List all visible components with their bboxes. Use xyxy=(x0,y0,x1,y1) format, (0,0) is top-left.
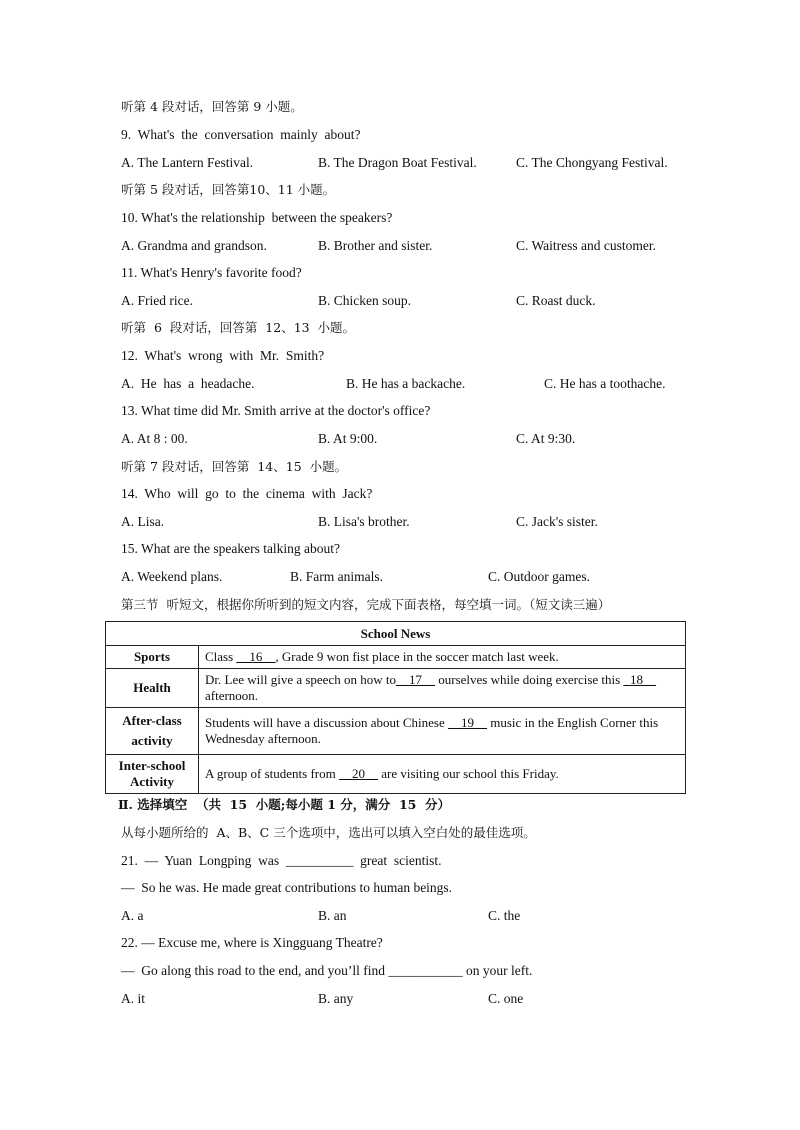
question-15-option-c: C. Outdoor games. xyxy=(488,569,590,584)
question-12-option-b: B. He has a backache. xyxy=(346,376,466,391)
question-10-option-a: A. Grandma and grandson. xyxy=(121,238,267,253)
question-12-option-c: C. He has a toothache. xyxy=(544,376,666,391)
question-21-stem: 21. — Yuan Longping was __________ great scientist. xyxy=(121,853,442,868)
question-13-stem: 13. What time did Mr. Smith arrive at the doctor's office? xyxy=(121,403,431,418)
question-15-option-a: A. Weekend plans. xyxy=(121,569,223,584)
question-21-option-b: B. an xyxy=(318,908,347,923)
question-22-option-b: B. any xyxy=(318,991,354,1006)
table-row-health xyxy=(106,669,686,708)
row-category: After-class activity xyxy=(106,708,199,755)
row-content: A group of students from __20__ are visiting our school this Friday. xyxy=(199,755,686,794)
question-10-option-b: B. Brother and sister. xyxy=(318,238,433,253)
question-14-option-a: A. Lisa. xyxy=(121,514,165,529)
question-10-stem: 10. What's the relationship between the speakers? xyxy=(121,210,393,225)
blank-16: __16__ xyxy=(236,649,276,664)
question-9-option-c: C. The Chongyang Festival. xyxy=(516,155,668,170)
question-13-option-c: C. At 9:30. xyxy=(516,431,576,446)
table-row-sports xyxy=(106,646,686,669)
question-22-stem: 22. — Excuse me, where is Xingguang Theatre? xyxy=(121,935,383,950)
question-14-option-c: C. Jack's sister. xyxy=(516,514,598,529)
row-content: Class __16__, Grade 9 won fist place in the soccer match last week. xyxy=(199,646,686,669)
blank-20: __20__ xyxy=(338,766,378,781)
question-21-option-c: C. the xyxy=(488,908,521,923)
question-22-reply: — Go along this road to the end, and you’ll find ___________ on your left. xyxy=(121,963,533,978)
dialogue-4-instruction: 听第 4 段对话，回答第 9 小题。 xyxy=(121,99,303,114)
table-row-inter-school xyxy=(106,755,686,794)
question-14-option-b: B. Lisa's brother. xyxy=(318,514,410,529)
question-11-option-b: B. Chicken soup. xyxy=(318,293,411,308)
part-2-instruction: 从每小题所给的 A、B、C 三个选项中，选出可以填入空白处的最佳选项。 xyxy=(121,825,536,840)
blank-17: __17__ xyxy=(395,672,435,687)
table-row-after-class xyxy=(106,708,686,755)
row-content: Dr. Lee will give a speech on how to__17__ ourselves while doing exercise this _18__ afternoon. xyxy=(199,669,686,708)
dialogue-6-instruction: 听第 6 段对话，回答第 12、13 小题。 xyxy=(121,320,356,335)
question-11-stem: 11. What's Henry's favorite food? xyxy=(121,265,302,280)
dialogue-5-instruction: 听第 5 段对话，回答第10、11 小题。 xyxy=(121,182,336,197)
blank-19: __19__ xyxy=(448,715,488,730)
table-title: School News xyxy=(106,622,686,646)
question-9-stem: 9. What's the conversation mainly about? xyxy=(121,127,361,142)
question-11-option-a: A. Fried rice. xyxy=(121,293,193,308)
row-category: Inter-school Activity xyxy=(106,755,199,794)
question-21-option-a: A. a xyxy=(121,908,144,923)
question-12-option-a: A. He has a headache. xyxy=(121,376,255,391)
question-22-option-a: A. it xyxy=(121,991,146,1006)
row-category: Health xyxy=(106,669,199,708)
question-13-option-b: B. At 9:00. xyxy=(318,431,378,446)
question-21-reply: — So he was. He made great contributions to human beings. xyxy=(121,880,453,895)
question-22-option-c: C. one xyxy=(488,991,524,1006)
part-2-heading: Ⅱ. 选择填空 （共 15 小题;每小题 1 分，满分 15 分） xyxy=(118,797,451,812)
question-12-stem: 12. What's wrong with Mr. Smith? xyxy=(121,348,325,363)
question-15-option-b: B. Farm animals. xyxy=(290,569,383,584)
section-3-instruction: 第三节 听短文，根据你所听到的短文内容，完成下面表格，每空填一词。（短文读三遍） xyxy=(121,597,611,612)
row-content: Students will have a discussion about Chinese __19__ music in the English Corner this Wednesday afternoon. xyxy=(199,708,686,755)
blank-18: _18__ xyxy=(623,672,656,687)
question-14-stem: 14. Who will go to the cinema with Jack? xyxy=(121,486,373,501)
question-15-stem: 15. What are the speakers talking about? xyxy=(121,541,341,556)
question-9-option-a: A. The Lantern Festival. xyxy=(121,155,254,170)
question-11-option-c: C. Roast duck. xyxy=(516,293,596,308)
school-news-table xyxy=(105,621,686,794)
question-9-option-b: B. The Dragon Boat Festival. xyxy=(318,155,477,170)
question-10-option-c: C. Waitress and customer. xyxy=(516,238,657,253)
question-13-option-a: A. At 8 : 00. xyxy=(121,431,188,446)
dialogue-7-instruction: 听第 7 段对话，回答第 14、15 小题。 xyxy=(121,459,348,474)
row-category: Sports xyxy=(106,646,199,669)
